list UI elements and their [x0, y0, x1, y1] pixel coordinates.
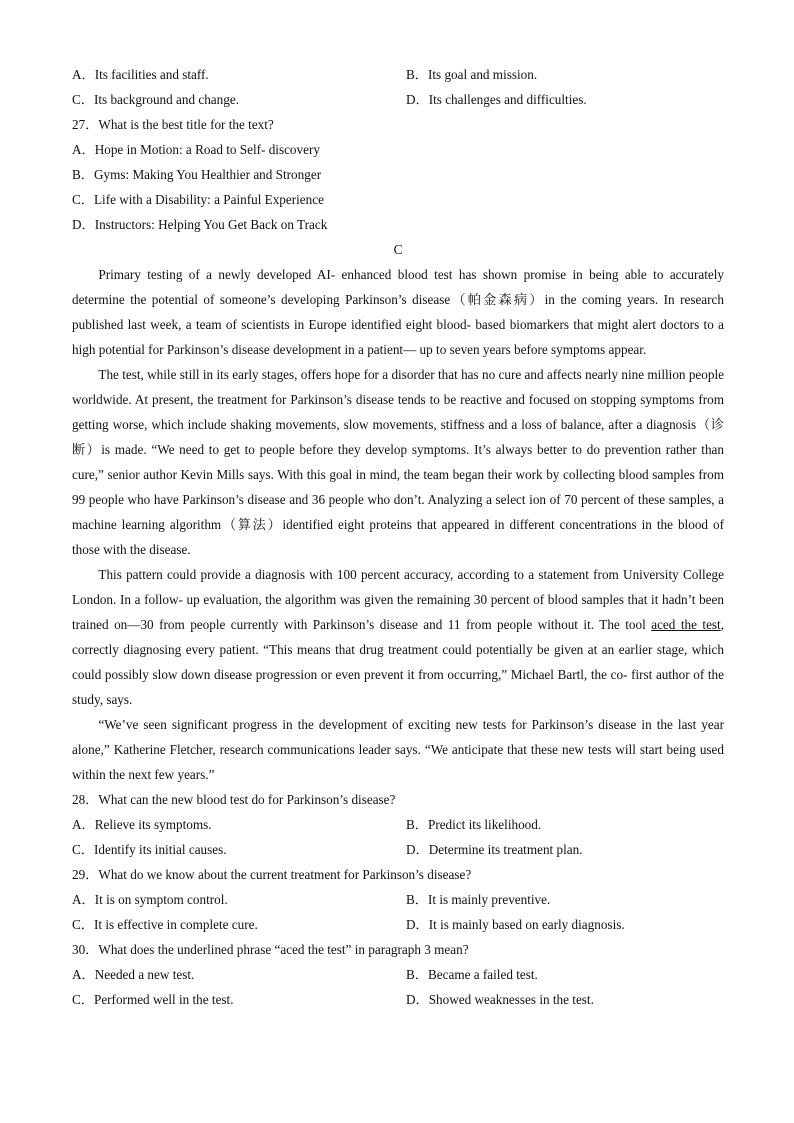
q26-option-d: D．Its challenges and difficulties.	[406, 92, 587, 107]
q30-stem: 30．What does the underlined phrase “aced the test” in paragraph 3 mean?	[72, 942, 469, 957]
passage-paragraph-1: Primary testing of a newly developed AI- enhanced blood test has shown promise in being able to accurately determine the potential of someone’s developing Parkinson’s disease（帕金森病）in the coming years. In research published last week, a team of scientists in Europe identified eight blood- based biomarkers that might alert doctors to a high potential for Parkinson’s disease development in a patient— up to seven years before symptoms appear.	[72, 267, 724, 357]
q30-option-a: A．Needed a new test.	[72, 967, 195, 982]
q28-option-a: A．Relieve its symptoms.	[72, 817, 212, 832]
q30-option-d: D．Showed weaknesses in the test.	[406, 992, 594, 1007]
q28-stem: 28．What can the new blood test do for Parkinson’s disease?	[72, 792, 396, 807]
p3-text-after: , correctly diagnosing every patient. “This means that drug treatment could potentially be given at an earlier stage, which could possibly slow down disease progression or even prevent it from occurring,” Michael Bartl, the co- first author of the study, says.	[72, 617, 725, 707]
q26-option-a: A．Its facilities and staff.	[72, 67, 209, 82]
q30-options-row-1	[72, 962, 724, 987]
q29-stem: 29．What do we know about the current treatment for Parkinson’s disease?	[72, 867, 472, 882]
q27-option-b: B．Gyms: Making You Healthier and Stronger	[72, 167, 322, 182]
q29-option-d: D．It is mainly based on early diagnosis.	[406, 917, 625, 932]
passage-paragraph-4: “We’ve seen significant progress in the development of exciting new tests for Parkinson’s disease in the last year alone,” Katherine Fletcher, research communications leader says. “We anticipate that these new tests will start being used within the next few years.”	[72, 717, 724, 782]
q28-options-row-1	[72, 812, 724, 837]
q29-option-a: A．It is on symptom control.	[72, 892, 228, 907]
q26-options-row-1	[72, 62, 724, 87]
q27-option-c: C．Life with a Disability: a Painful Experience	[72, 192, 324, 207]
q27-option-d: D．Instructors: Helping You Get Back on Track	[72, 217, 328, 232]
q28-option-c: C．Identify its initial causes.	[72, 842, 227, 857]
q29-options-row-2	[72, 912, 724, 937]
q30-option-c: C．Performed well in the test.	[72, 992, 234, 1007]
q27-option-a: A．Hope in Motion: a Road to Self- discovery	[72, 142, 320, 157]
q30-option-b: B．Became a failed test.	[406, 967, 538, 982]
exam-page	[72, 62, 724, 1012]
q29-options-row-1	[72, 887, 724, 912]
q26-option-c: C．Its background and change.	[72, 92, 239, 107]
passage-paragraph-3	[72, 562, 724, 712]
underlined-phrase: aced the test	[651, 617, 721, 632]
q28-option-d: D．Determine its treatment plan.	[406, 842, 583, 857]
passage-paragraph-2: The test, while still in its early stages, offers hope for a disorder that has no cure and affects nearly nine million people worldwide. At present, the treatment for Parkinson’s disease tends to be reactive and focused on stopping symptoms from getting worse, which include shaking movements, slow movements, stiffness and a loss of balance, after a diagnosis（诊断）is made. “We need to get to people before they develop symptoms. It’s always better to do prevention rather than cure,” senior author Kevin Mills says. With this goal in mind, the team began their work by collecting blood samples from 99 people who have Parkinson’s disease and 36 people who don’t. Analyzing a select ion of 70 percent of these samples, a machine learning algorithm（算法）identified eight proteins that appeared in different concentrations in the blood of those with the disease.	[72, 367, 724, 557]
q28-option-b: B．Predict its likelihood.	[406, 817, 542, 832]
q29-option-b: B．It is mainly preventive.	[406, 892, 551, 907]
q27-stem: 27．What is the best title for the text?	[72, 117, 274, 132]
q29-option-c: C．It is effective in complete cure.	[72, 917, 258, 932]
section-label: C	[393, 242, 403, 257]
q28-options-row-2	[72, 837, 724, 862]
q26-option-b: B．Its goal and mission.	[406, 67, 538, 82]
q26-options-row-2	[72, 87, 724, 112]
q30-options-row-2	[72, 987, 724, 1012]
p3-text-before: This pattern could provide a diagnosis with 100 percent accuracy, according to a statement from University College London. In a follow- up evaluation, the algorithm was given the remaining 30 percent of blood samples that it hadn’t been trained on—30 from people currently with Parkinson’s disease and 11 from people without it. The tool	[72, 567, 724, 632]
